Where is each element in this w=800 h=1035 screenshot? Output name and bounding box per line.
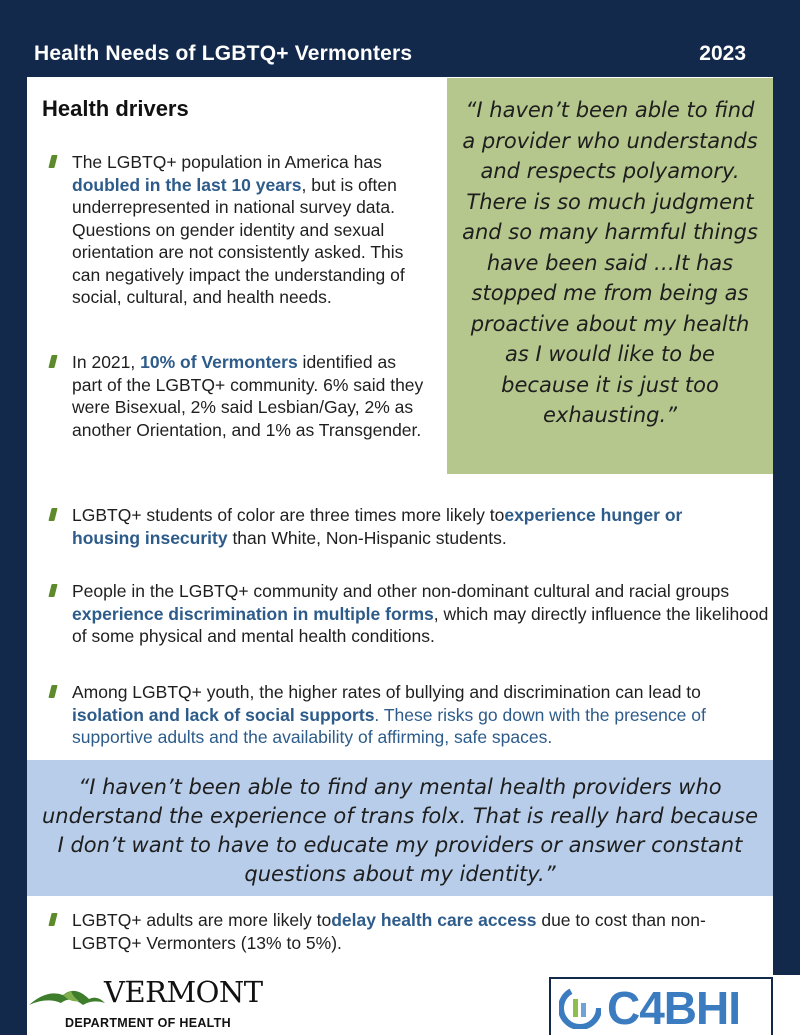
bullet-vermonters [72,351,424,441]
bullet-text: LGBTQ+ adults are more likely to [72,910,332,930]
c4bhi-wordmark: C4BHI [607,982,741,1034]
bullet-students-of-color [72,504,752,549]
quote-text: “I haven’t been able to find a provider who understands and respects polyamory. There is so much judgment and so many harmful things have been said …It has stopped me from being as proactive about my health as I would like to be because it is just too exhausting.” [462,98,758,427]
bullet-discrimination [72,580,772,648]
bullet-marker-icon [48,355,57,368]
c4bhi-logo [549,977,773,1035]
c4bhi-mark-icon [559,987,601,1029]
bullet-text: LGBTQ+ students of color are three times more likely to [72,505,505,525]
bullet-text: The LGBTQ+ population in America has [72,152,382,172]
bullet-text: In 2021, [72,352,141,372]
bullet-text: due to cost than non-LGBTQ+ Vermonters (13% to 5%). [72,910,706,953]
quote-box-trans [27,760,773,896]
vermont-wordmark: VERMONT [104,975,263,1009]
section-title: Health drivers [42,96,189,121]
bullet-delay-care [72,909,752,954]
bullet-text: , but is often underrepresented in national survey data. Questions on gender identity and sexual orientation are not consistently asked. This can negatively impact the understanding of social, cultural, and health needs. [72,174,405,307]
bullet-youth-isolation [72,681,772,749]
bullet-marker-icon [48,584,57,597]
bullet-marker-icon [48,685,57,698]
bullet-marker-icon [48,508,57,521]
bullet-highlight: doubled in the last 10 years [72,174,302,195]
bullet-highlight: delay health care access [331,910,537,930]
quote-text: “I haven’t been able to find any mental health providers who understand the experience of trans folx. That is really hard because I don’t want to have to educate my providers or answer constant questions about my identity.” [41,775,759,886]
bullet-text: People in the LGBTQ+ community and other non-dominant cultural and racial groups [72,581,730,601]
header-bar [0,0,800,77]
bullet-highlight: experience hunger or housing insecurity [72,505,683,548]
page-frame-left [0,0,27,1035]
bullet-highlight: isolation and lack of social supports [72,704,375,725]
bullet-text: Among LGBTQ+ youth, the higher rates of bullying and discrimination can lead to [72,682,701,702]
bullet-text: identified as part of the LGBTQ+ community. 6% said they were Bisexual, 2% said Lesbian/Gay, 2% as another Orientation, and 1% as Transgender. [72,352,424,440]
bullet-marker-icon [48,913,57,926]
bullet-population [72,151,434,309]
page-title: Health Needs of LGBTQ+ Vermonters [34,42,413,65]
bullet-highlight: 10% of Vermonters [140,352,298,372]
bullet-marker-icon [48,155,57,168]
department-label: DEPARTMENT OF HEALTH [65,1016,231,1030]
bullet-highlight: experience discrimination in multiple forms [72,603,434,624]
quote-box-polyamory [447,78,773,474]
page-frame-right [773,0,800,975]
bullet-text: than White, Non-Hispanic students. [227,527,507,548]
bullet-text: , which may directly influence the likelihood of some physical and mental health conditions. [72,603,769,646]
bullet-text: . These risks go down with the presence of supportive adults and the availability of affirming, safe spaces. [72,704,706,747]
year-label: 2023 [699,42,746,65]
